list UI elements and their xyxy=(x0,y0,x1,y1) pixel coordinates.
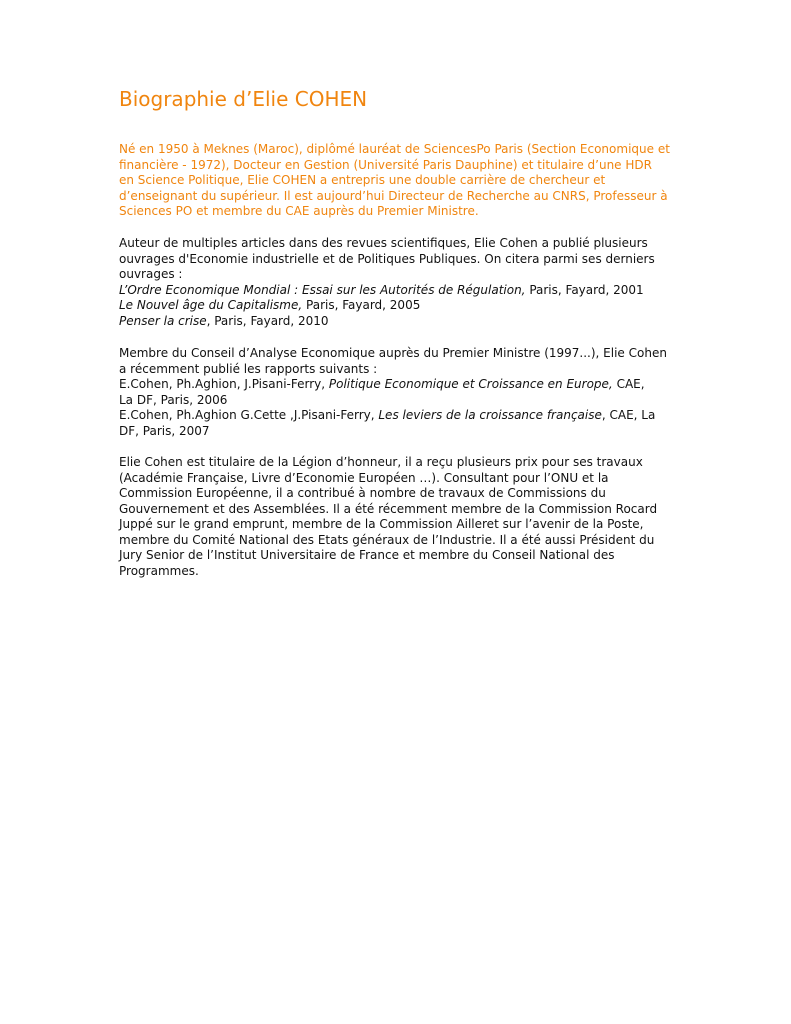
honors-line: Juppé sur le grand emprunt, membre de la Commission Ailleret sur l’avenir de la Poste, xyxy=(119,517,644,531)
report-title: Politique Economique et Croissance en Europe, xyxy=(328,377,613,391)
book-entry xyxy=(119,298,679,314)
report-details-line: DF, Paris, 2007 xyxy=(119,423,210,438)
report-details-line: La DF, Paris, 2006 xyxy=(119,392,228,407)
report-authors: E.Cohen, Ph.Aghion, J.Pisani-Ferry, xyxy=(119,377,329,391)
honors-line: Commission Européenne, il a contribué à nombre de travaux de Commissions du xyxy=(119,486,606,500)
honors-line: Jury Senior de l’Institut Universitaire de France et membre du Conseil National des xyxy=(119,548,615,562)
page-title: Biographie d’Elie COHEN xyxy=(119,87,368,111)
honors-line: membre du Comité National des Etats généraux de l’Industrie. Il a été aussi Président du xyxy=(119,532,655,547)
intro-paragraph xyxy=(119,142,679,220)
report-details: CAE, xyxy=(612,377,645,391)
book-title: Penser la crise xyxy=(119,313,207,328)
report-entry xyxy=(119,408,679,424)
book-entry xyxy=(119,283,679,299)
intro-line: Sciences PO et membre du CAE auprès du Premier Ministre. xyxy=(119,204,479,218)
reports-line: a récemment publié les rapports suivants : xyxy=(119,361,378,376)
articles-line: ouvrages d'Economie industrielle et de Politiques Publiques. On citera parmi ses derniers xyxy=(119,251,655,266)
honors-line: Programmes. xyxy=(119,563,199,578)
book-entry xyxy=(119,314,679,330)
book-title: L’Ordre Economique Mondial : Essai sur les Autorités de Régulation, xyxy=(119,282,526,297)
report-details: , CAE, La xyxy=(601,408,656,422)
report-entry xyxy=(119,377,679,393)
intro-line: en Science Politique, Elie COHEN a entrepris une double carrière de chercheur et xyxy=(119,173,606,187)
articles-line: ouvrages : xyxy=(119,267,183,281)
articles-paragraph xyxy=(119,236,679,329)
book-details: , Paris, Fayard, 2010 xyxy=(206,313,329,328)
articles-line: Auteur de multiples articles dans des revues scientifiques, Elie Cohen a publié plusieurs xyxy=(119,236,648,250)
intro-line: d’enseignant du supérieur. Il est aujourd’hui Directeur de Recherche au CNRS, Professeur à xyxy=(119,188,668,203)
honors-paragraph xyxy=(119,455,679,579)
book-details: Paris, Fayard, 2005 xyxy=(302,298,421,312)
honors-line: (Académie Française, Livre d’Economie Européen …). Consultant pour l’ONU et la xyxy=(119,470,609,485)
report-authors: E.Cohen, Ph.Aghion G.Cette ,J.Pisani-Ferry, xyxy=(119,408,379,422)
reports-paragraph xyxy=(119,346,679,439)
honors-line: Elie Cohen est titulaire de la Légion d’honneur, il a reçu plusieurs prix pour ses travaux xyxy=(119,455,643,469)
intro-line: financière - 1972), Docteur en Gestion (Université Paris Dauphine) et titulaire d’une HDR xyxy=(119,157,652,172)
book-details: Paris, Fayard, 2001 xyxy=(525,282,644,297)
intro-line: Né en 1950 à Meknes (Maroc), diplômé lauréat de SciencesPo Paris (Section Economique et xyxy=(119,142,670,156)
honors-line: Gouvernement et des Assemblées. Il a été récemment membre de la Commission Rocard xyxy=(119,501,658,516)
reports-line: Membre du Conseil d’Analyse Economique auprès du Premier Ministre (1997...), Elie Cohen xyxy=(119,346,667,360)
book-title: Le Nouvel âge du Capitalisme, xyxy=(119,298,303,312)
report-title: Les leviers de la croissance française xyxy=(378,408,602,422)
